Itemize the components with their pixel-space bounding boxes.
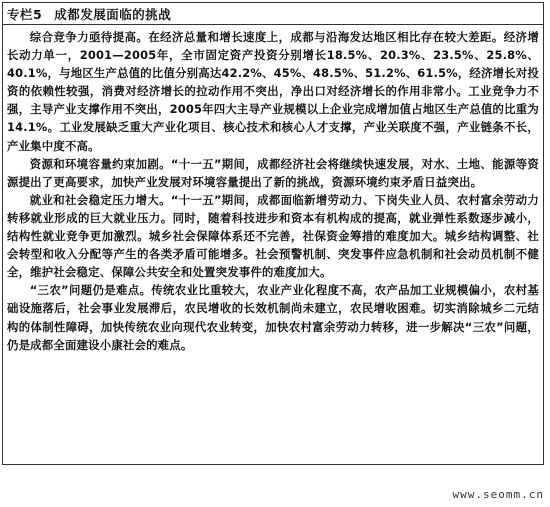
column-box (2, 2, 544, 465)
column-title: 成都发展面临的挑战 (54, 6, 172, 22)
paragraph-competitiveness: 综合竞争力亟待提高。在经济总量和增长速度上，成都与沿海发达地区相比存在较大差距。经济增长动力单一，2001—2005年，全市固定资产投资分别增长18.5%、20.3%、23.5%、25.8%、40.1%，与地区生产总值的比值分别高达42.2%、45%、48.5%、51.2%、61.5%，经济增长对投资的依赖性较强，消费对经济增长的拉动作用不突出，净出口对经济增长的作用非常小。工业竞争力不强，主导产业支撑作用不突出，2005年四大主导产业规模以上企业完成增加值占地区生产总值的比重为14.1%。工业发展缺乏重大产业化项目、核心技术和核心人才支撑，产业关联度不强，产业链条不长，产业集中度不高。 (7, 30, 539, 153)
paragraph-agriculture: “三农”问题仍是难点。传统农业比重较大，农业产业化程度不高，农产品加工业规模偏小，农村基础设施落后，社会事业发展滞后，农民增收的长效机制尚未建立，农民增收困难。切实消除城乡二元结构的体制性障碍，加快传统农业向现代农业转变，加快农村富余劳动力转移，进一步解决“三农”问题，仍是成都全面建设小康社会的难点。 (7, 283, 539, 352)
column-number: 专栏5 (7, 6, 43, 22)
column-body (3, 25, 543, 354)
column-header (3, 3, 543, 25)
site-watermark: www.seomm.cn (452, 488, 544, 501)
paragraph-resources: 资源和环境容量约束加剧。“十一五”期间，成都经济社会将继续快速发展，对水、土地、能源等资源提出了更高要求，加快产业发展对环境容量提出了新的挑战，资源环境约束矛盾日益突出。 (7, 156, 539, 189)
paragraph-employment: 就业和社会稳定压力增大。“十一五”期间，成都面临新增劳动力、下岗失业人员、农村富余劳动力转移就业形成的巨大就业压力。同时，随着科技进步和资本有机构成的提高，就业弹性系数逐步减小，结构性就业竞争更加激烈。城乡社会保障体系还不完善，社保资金筹措的难度加大。城乡结构调整、社会转型和收入分配等产生的各类矛盾可能增多。社会预警机制、突发事件应急机制和社会动员机制不健全，维护社会稳定、保障公共安全和处置突发事件的难度加大。 (7, 192, 539, 280)
